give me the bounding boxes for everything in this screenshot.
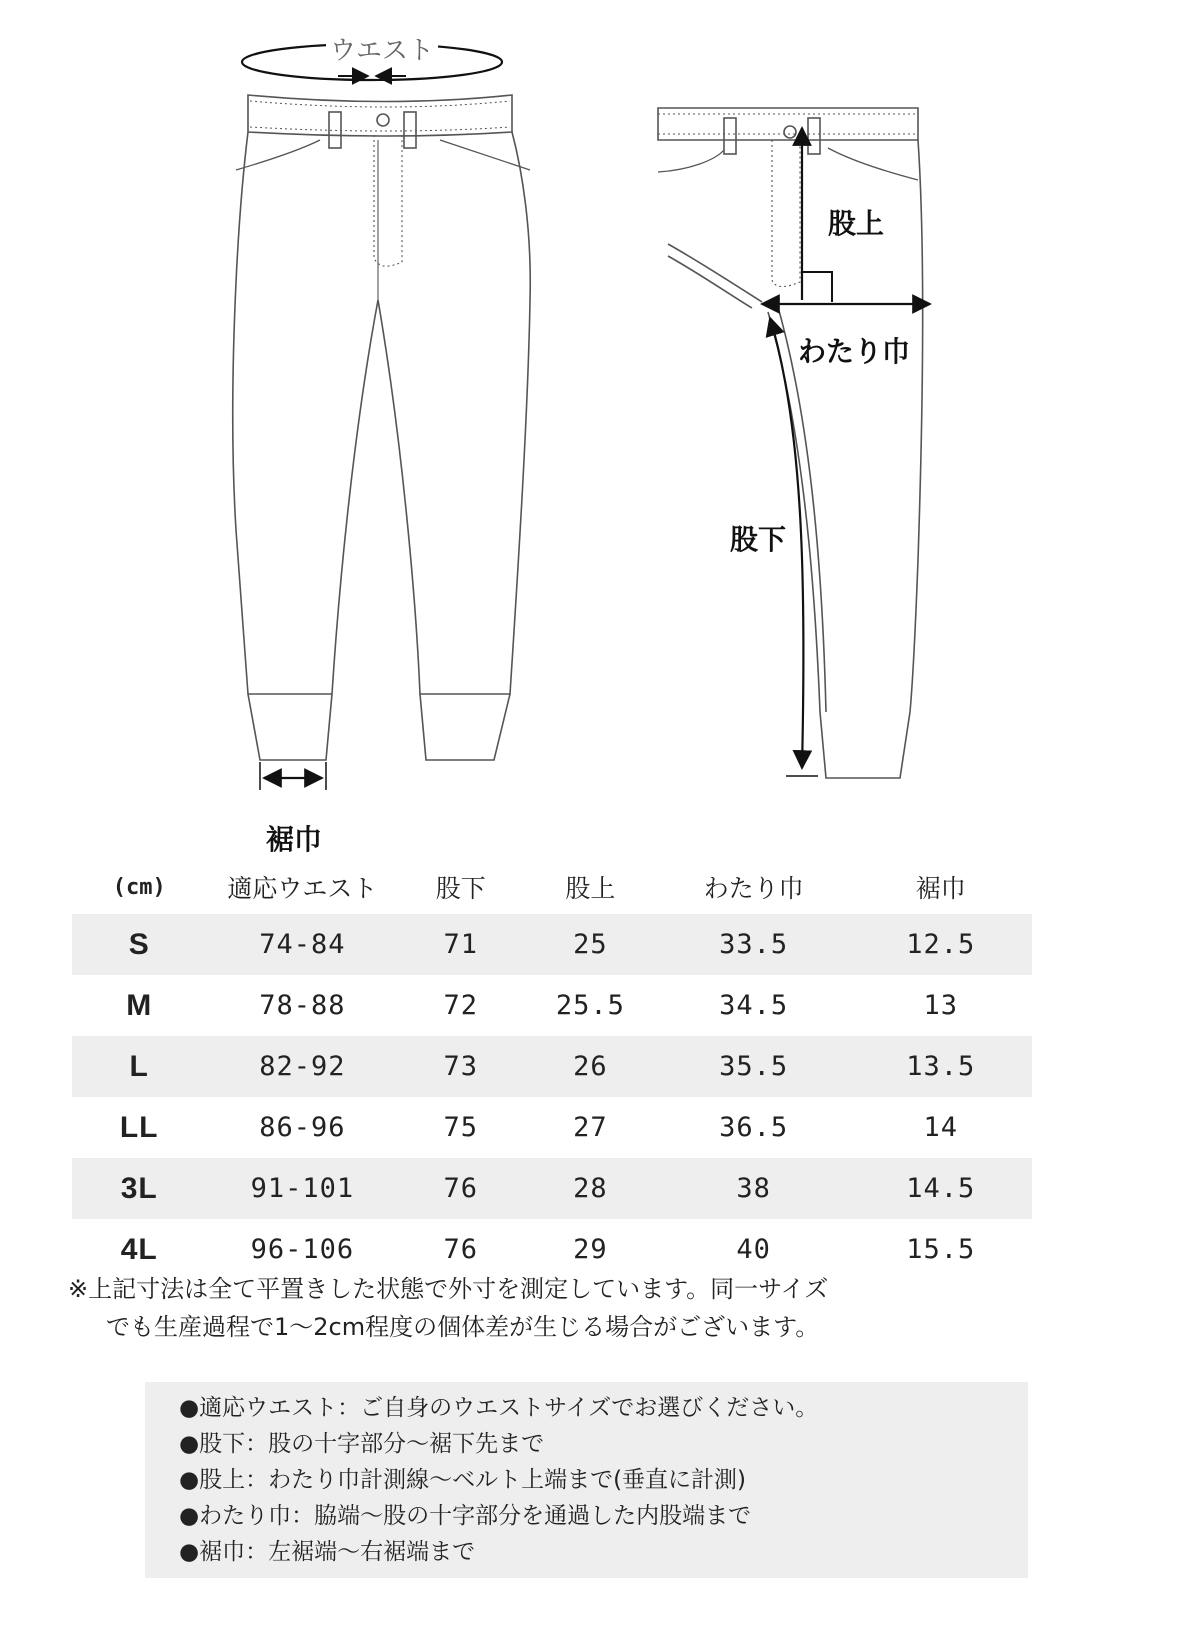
table-row: [72, 914, 1032, 975]
hem-width-header: 裾巾: [915, 874, 966, 903]
table-cell: 71: [398, 914, 523, 975]
measurement-note: [68, 1270, 1128, 1346]
hem-width-label: 裾巾: [266, 823, 323, 856]
table-header-row: [72, 860, 1032, 914]
note-line-1: ※上記寸法は全て平置きした状態で外寸を測定しています。同一サイズ: [68, 1275, 829, 1303]
table-cell: 14.5: [850, 1158, 1032, 1219]
table-cell: 12.5: [850, 914, 1032, 975]
inseam-label: 股下: [730, 523, 787, 556]
waist-header: 適応ウエスト: [227, 874, 378, 903]
table-cell: 86-96: [259, 1112, 346, 1143]
table-cell: 35.5: [658, 1036, 850, 1097]
front-pants-drawing: [233, 95, 530, 760]
table-row: [72, 1097, 1032, 1158]
table-cell: 15.5: [906, 1234, 976, 1265]
table-cell: 75: [443, 1112, 479, 1143]
waist-label: ウエスト: [326, 30, 438, 67]
size-table: [72, 860, 1032, 1280]
measurement-legend: [145, 1382, 1028, 1578]
table-cell: 76: [443, 1234, 479, 1265]
thigh-width-label: わたり巾: [798, 335, 911, 368]
legend-item: ●股下：股の十字部分〜裾下先まで: [179, 1431, 545, 1457]
table-cell: 28: [523, 1158, 657, 1219]
table-cell: 34.5: [719, 990, 789, 1021]
size-cell: 4L: [120, 1232, 158, 1266]
table-cell: 73: [398, 1036, 523, 1097]
table-cell: 25.5: [555, 990, 625, 1021]
table-row: [72, 1158, 1032, 1219]
unit-header: (cm): [112, 874, 166, 900]
inseam-header: 股下: [435, 874, 486, 903]
legend-item: ●股上：わたり巾計測線〜ベルト上端まで(垂直に計測): [179, 1467, 747, 1493]
size-cell: 3L: [72, 1158, 206, 1219]
table-cell: 13.5: [850, 1036, 1032, 1097]
table-cell: 40: [736, 1234, 771, 1265]
table-cell: 25: [523, 914, 657, 975]
thigh-width-header: わたり巾: [703, 874, 804, 903]
table-cell: 33.5: [658, 914, 850, 975]
rise-header: 股上: [565, 874, 616, 903]
legend-item: ●適応ウエスト：ご自身のウエストサイズでお選びください。: [179, 1395, 819, 1421]
table-cell: 27: [573, 1112, 608, 1143]
table-cell: 29: [573, 1234, 608, 1265]
legend-item: ●わたり巾：脇端〜股の十字部分を通過した内股端まで: [179, 1503, 752, 1529]
size-cell: S: [72, 914, 206, 975]
legend-item: ●裾巾：左裾端〜右裾端まで: [179, 1539, 476, 1565]
size-cell: M: [126, 988, 153, 1022]
table-cell: 13: [923, 990, 959, 1021]
table-row: [72, 1036, 1032, 1097]
table-row: [72, 975, 1032, 1036]
table-cell: 82-92: [206, 1036, 398, 1097]
table-cell: 26: [523, 1036, 657, 1097]
table-cell: 78-88: [259, 990, 346, 1021]
size-cell: L: [72, 1036, 206, 1097]
table-cell: 74-84: [206, 914, 398, 975]
table-cell: 72: [443, 990, 479, 1021]
table-cell: 91-101: [206, 1158, 398, 1219]
table-cell: 36.5: [719, 1112, 789, 1143]
rise-label: 股上: [828, 207, 885, 240]
table-cell: 38: [658, 1158, 850, 1219]
size-cell: LL: [119, 1110, 159, 1144]
table-cell: 96-106: [250, 1234, 355, 1265]
note-line-2: でも生産過程で1〜2cm程度の個体差が生じる場合がございます。: [106, 1313, 820, 1341]
table-cell: 14: [923, 1112, 959, 1143]
table-cell: 76: [398, 1158, 523, 1219]
